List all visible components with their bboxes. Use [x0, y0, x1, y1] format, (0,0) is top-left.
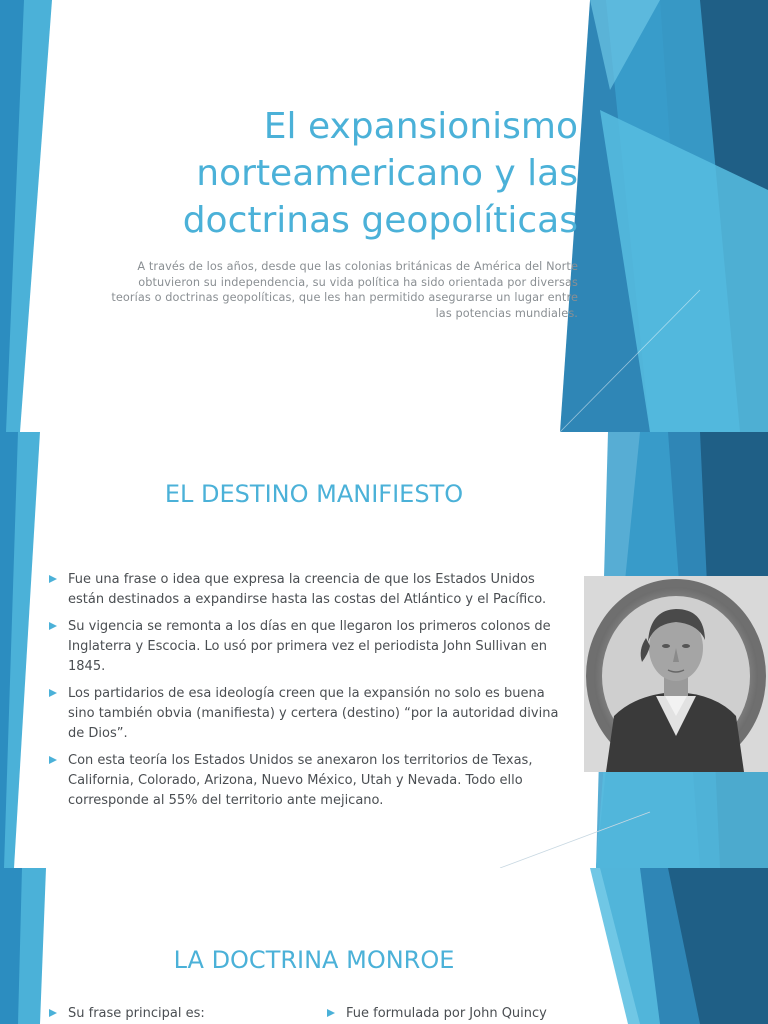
portrait-image: [584, 576, 768, 772]
title-line: norteamericano y las: [196, 153, 578, 194]
list-item: [46, 684, 566, 744]
list-item-text: Fue una frase o idea que expresa la creencia de que los Estados Unidos están destinados a expandirse hasta las costas del Atlántico y el Pacífico.: [68, 572, 547, 607]
list-item: [324, 1004, 584, 1024]
bullet-list: [324, 1004, 584, 1024]
presentation-subtitle: [78, 259, 578, 321]
doctrina-monroe-slide: [0, 868, 768, 1024]
list-item-text: Fue formulada por John Quincy: [346, 1006, 547, 1021]
bullet-arrow-icon: [49, 575, 57, 583]
destino-manifiesto-slide: [0, 432, 768, 868]
bullet-list: [46, 1004, 296, 1024]
title-slide: [0, 0, 768, 432]
subtitle-line: teorías o doctrinas geopolíticas, que les han permitido asegurarse un lugar entre: [111, 291, 578, 305]
list-item-text: Los partidarios de esa ideología creen que la expansión no solo es buena sino también obvia (manifiesta) y certera (destino) “por la autoridad divina de Dios”.: [68, 686, 559, 741]
bullet-arrow-icon: [49, 1009, 57, 1017]
list-item-text: Su vigencia se remonta a los días en que llegaron los primeros colonos de Inglaterra y Escocia. Lo usó por primera vez el periodista John Sullivan en 1845.: [68, 619, 551, 674]
list-item: [46, 751, 566, 811]
slide-heading: LA DOCTRINA MONROE: [173, 946, 455, 974]
list-item: [46, 1004, 296, 1024]
bullet-arrow-icon: [49, 622, 57, 630]
list-item: [46, 570, 566, 610]
slide-heading: EL DESTINO MANIFIESTO: [164, 480, 464, 508]
list-item: [46, 617, 566, 677]
bullet-arrow-icon: [49, 756, 57, 764]
bullet-arrow-icon: [327, 1009, 335, 1017]
bullet-list: [46, 570, 566, 818]
subtitle-line: las potencias mundiales.: [435, 306, 578, 320]
subtitle-line: A través de los años, desde que las colonias británicas de América del Norte: [137, 260, 578, 273]
title-line: doctrinas geopolíticas: [182, 200, 578, 241]
subtitle-line: obtuvieron su independencia, su vida política ha sido orientada por diversas: [138, 275, 578, 289]
presentation-title: [108, 103, 578, 244]
bullet-arrow-icon: [49, 689, 57, 697]
list-item-text: Con esta teoría los Estados Unidos se anexaron los territorios de Texas, California, Colorado, Arizona, Nuevo México, Utah y Nevada. Todo ello corresponde al 55% del territorio ante mejicano.: [68, 753, 533, 808]
list-item-text: Su frase principal es:: [68, 1006, 205, 1021]
title-line: El expansionismo: [263, 106, 578, 147]
